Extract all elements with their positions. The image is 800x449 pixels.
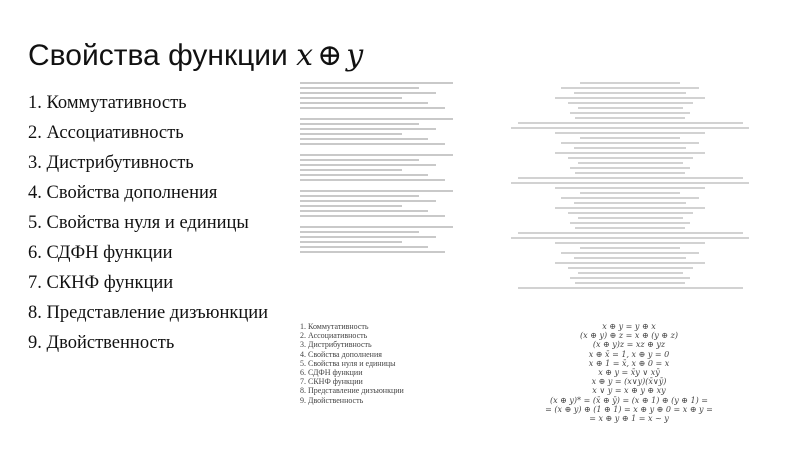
- list-item: 1. Коммутативность: [28, 93, 187, 113]
- equation: (x ⊕ y) ⊕ z = x ⊕ (y ⊕ z): [580, 331, 678, 341]
- list-item: 8. Представление дизъюнкции: [28, 303, 269, 323]
- small-equations: [498, 322, 760, 423]
- small-list-item: 9. Двойственность: [300, 395, 364, 405]
- list-item: 6. СДФН функции: [28, 243, 173, 263]
- equation: (x ⊕ y)* = (x̄ ⊕ ȳ) = (x ⊕ 1) ⊕ (y ⊕ 1) =: [549, 395, 708, 405]
- ghost-text-right: [505, 82, 755, 292]
- equation: x ⊕ y = (x∨y)(x̄∨ȳ): [591, 377, 667, 387]
- title-text: Свойства функции: [28, 39, 288, 72]
- small-list-item: 5. Свойства нуля и единицы: [300, 358, 396, 368]
- equation: x ⊕ y = x̄y ∨ xȳ: [598, 368, 660, 378]
- equation: = x ⊕ y ⊕ 1 = x ~ y: [589, 414, 669, 424]
- small-list-item: 8. Представление дизъюнкции: [300, 386, 404, 396]
- small-list-item: 1. Коммутативность: [300, 322, 369, 331]
- list-item: 3. Дистрибутивность: [28, 153, 194, 173]
- equation: = (x ⊕ y) ⊕ (1 ⊕ 1) = x ⊕ y ⊕ 0 = x ⊕ y =: [545, 404, 713, 414]
- ghost-text-left: [300, 82, 470, 256]
- title-math: [296, 38, 363, 73]
- small-list-item: 3. Дистрибутивность: [300, 340, 372, 350]
- small-list-item: 2. Ассоциативность: [300, 331, 368, 341]
- small-list-item: 4. Свойства дополнения: [300, 349, 382, 359]
- list-item: 2. Ассоциативность: [28, 123, 184, 143]
- equation: x ⊕ 1 = x̄, x ⊕ 0 = x: [588, 358, 670, 368]
- list-item: 5. Свойства нуля и единицы: [28, 213, 249, 233]
- properties-list: [28, 88, 268, 358]
- list-item: 7. СКНФ функции: [28, 273, 174, 293]
- math-x: x: [296, 38, 314, 73]
- slide-title: [28, 38, 363, 74]
- small-list-item: 7. СКНФ функции: [300, 377, 363, 387]
- list-item: 4. Свойства дополнения: [28, 183, 218, 203]
- xor-symbol: ⊕: [317, 38, 343, 73]
- list-item: 9. Двойственность: [28, 333, 175, 353]
- math-y: y: [346, 38, 364, 73]
- equation: x ⊕ y = y ⊕ x: [602, 322, 656, 331]
- small-properties-list: [300, 322, 404, 405]
- equation: (x ⊕ y)z = xz ⊕ yz: [592, 340, 666, 350]
- small-list-item: 6. СДФН функции: [300, 368, 363, 378]
- equation: x ⊕ x̄ = 1, x ⊕ y = 0: [588, 349, 670, 359]
- equation: x ∨ y = x ⊕ y ⊕ xy: [592, 386, 666, 396]
